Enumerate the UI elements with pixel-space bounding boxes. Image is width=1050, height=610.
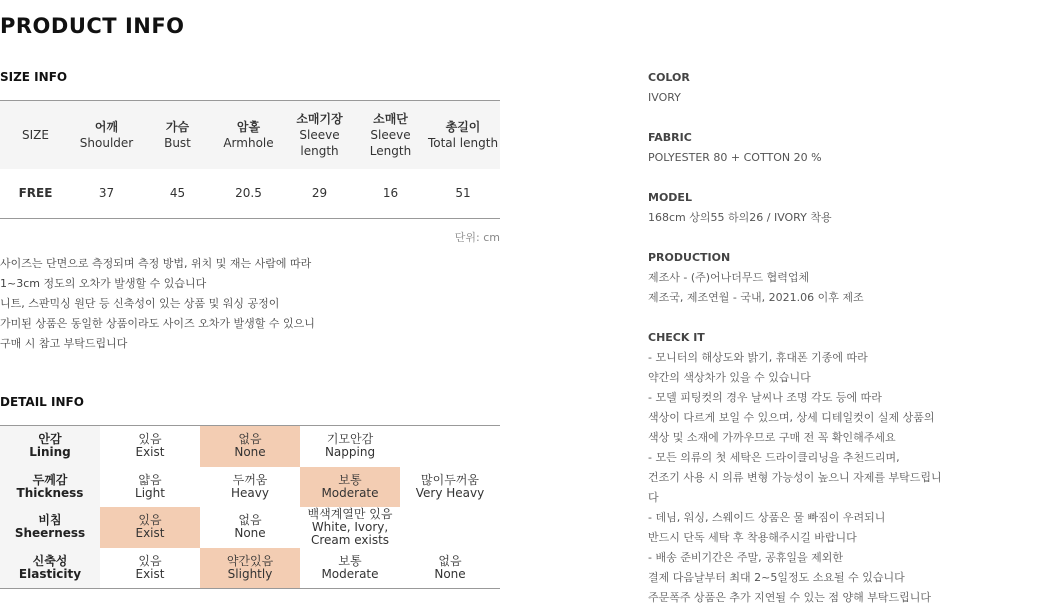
note-line: 사이즈는 단면으로 측정되며 측정 방법, 위치 및 재는 사람에 따라 xyxy=(0,257,312,270)
size-cell: 20.5 xyxy=(235,186,262,201)
detail-label-en: Elasticity xyxy=(18,566,82,581)
detail-label-en: Lining xyxy=(29,445,71,460)
check-line: 약간의 색상차가 있을 수 있습니다 xyxy=(648,371,811,384)
production-line: 제조국, 제조연월 - 국내, 2021.06 이후 제조 xyxy=(648,291,864,304)
detail-option-en: Slightly xyxy=(227,566,273,581)
product-info-panel xyxy=(648,68,1038,608)
size-notes xyxy=(0,254,315,354)
detail-label-ko: 안감 xyxy=(38,432,62,447)
check-line: 색상 및 소재에 가까우므로 구매 전 꼭 확인해주세요 xyxy=(648,431,896,444)
detail-label-en: Thickness xyxy=(16,485,84,500)
size-cell: 45 xyxy=(169,186,186,201)
detail-option-ko: 있음 xyxy=(138,432,162,447)
size-table-header-row xyxy=(0,101,500,169)
model-label: MODEL xyxy=(648,191,692,204)
size-cell: 29 xyxy=(311,186,328,201)
detail-option-en: Napping xyxy=(324,445,376,460)
detail-option-ko: 기모안감 xyxy=(326,432,374,447)
detail-option-selected xyxy=(200,548,300,589)
detail-option xyxy=(400,548,500,589)
detail-option-ko: 없음 xyxy=(438,553,462,568)
detail-row-label xyxy=(0,426,100,467)
detail-option-ko: 있음 xyxy=(138,513,162,528)
detail-label-ko: 비침 xyxy=(38,513,62,528)
detail-option-selected xyxy=(300,467,400,508)
detail-row-label xyxy=(0,467,100,508)
size-header-armhole: 암홀 Armhole xyxy=(223,119,274,150)
detail-table xyxy=(0,425,500,589)
detail-option-en: None xyxy=(234,445,266,460)
detail-option xyxy=(100,426,200,467)
production-label: PRODUCTION xyxy=(648,251,731,264)
table-row xyxy=(0,507,500,548)
detail-option-en: Exist xyxy=(135,566,165,581)
note-line: 가미된 상품은 동일한 상품이라도 사이즈 오차가 발생할 수 있으니 xyxy=(0,317,315,330)
detail-row-label xyxy=(0,548,100,589)
size-header-size: SIZE xyxy=(22,127,49,142)
size-header-shoulder: 어깨 Shoulder xyxy=(79,119,134,150)
detail-option-en: Very Heavy xyxy=(415,485,485,500)
detail-option-en: Exist xyxy=(135,445,165,460)
detail-option-ko: 있음 xyxy=(138,553,162,568)
detail-option-en: Moderate xyxy=(321,485,379,500)
size-header-bust: 가슴 Bust xyxy=(164,119,191,150)
page-title: PRODUCT INFO xyxy=(0,14,185,38)
production-line: 제조사 - (주)어나더무드 협력업체 xyxy=(648,271,810,284)
detail-option xyxy=(400,467,500,508)
note-line: 1~3cm 정도의 오차가 발생할 수 있습니다 xyxy=(0,277,207,290)
detail-option-ko: 두꺼움 xyxy=(232,472,268,487)
fabric-value: POLYESTER 80 + COTTON 20 % xyxy=(648,151,822,164)
table-row xyxy=(0,426,500,467)
size-cell: 16 xyxy=(382,186,399,201)
detail-option-ko: 백색계열만 있음 xyxy=(307,506,393,521)
note-line: 구매 시 참고 부탁드립니다 xyxy=(0,337,128,350)
detail-option-en: None xyxy=(434,566,466,581)
size-cell: 37 xyxy=(98,186,115,201)
size-cell: FREE xyxy=(18,186,53,201)
detail-option-en: Heavy xyxy=(231,485,269,500)
detail-option xyxy=(100,467,200,508)
check-line: - 모든 의류의 첫 세탁은 드라이클리닝을 추천드리며, xyxy=(648,451,900,464)
detail-option xyxy=(300,548,400,589)
detail-option xyxy=(100,548,200,589)
model-value: 168cm 상의55 하의26 / IVORY 착용 xyxy=(648,211,832,224)
detail-option xyxy=(300,426,400,467)
check-line: 건조기 사용 시 의류 변형 가능성이 높으니 자제를 부탁드립니 xyxy=(648,471,942,484)
size-header-sleeve-length: 소매기장 Sleeve length xyxy=(296,111,343,158)
size-cell: 51 xyxy=(455,186,471,201)
detail-option-en: Exist xyxy=(135,526,165,541)
check-line: - 배송 준비기간은 주말, 공휴일을 제외한 xyxy=(648,551,843,564)
check-line: 주문폭주 상품은 추가 지연될 수 있는 점 양해 부탁드립니다 xyxy=(648,591,931,604)
check-line: - 모니터의 해상도와 밝기, 휴대폰 기종에 따라 xyxy=(648,351,868,364)
detail-label-ko: 신축성 xyxy=(32,553,68,568)
detail-option-ko: 얇음 xyxy=(138,472,162,487)
detail-option-en: Light xyxy=(135,485,165,500)
detail-option-selected xyxy=(100,507,200,548)
color-value: IVORY xyxy=(648,91,681,104)
check-label: CHECK IT xyxy=(648,331,705,344)
detail-option-selected xyxy=(200,426,300,467)
detail-option xyxy=(400,507,500,548)
detail-label-en: Sheerness xyxy=(14,526,86,541)
detail-label-ko: 두께감 xyxy=(32,472,68,487)
size-info-title: SIZE INFO xyxy=(0,70,68,84)
color-label: COLOR xyxy=(648,71,690,84)
note-line: 니트, 스판믹싱 원단 등 신축성이 있는 상품 및 워싱 공정이 xyxy=(0,297,280,310)
detail-option xyxy=(200,467,300,508)
unit-note: 단위: cm xyxy=(454,231,500,244)
detail-option xyxy=(400,426,500,467)
check-line: 결제 다음날부터 최대 2~5일정도 소요될 수 있습니다 xyxy=(648,571,905,584)
detail-row-label xyxy=(0,507,100,548)
detail-option-ko: 보통 xyxy=(338,472,362,487)
check-line: 반드시 단독 세탁 후 착용해주시길 바랍니다 xyxy=(648,531,857,544)
detail-option-ko: 없음 xyxy=(238,513,262,528)
detail-option-ko: 보통 xyxy=(338,553,362,568)
detail-option-ko: 약간있음 xyxy=(226,553,274,568)
detail-option-ko: 많이두꺼움 xyxy=(421,472,479,487)
detail-option-en: Moderate xyxy=(321,566,379,581)
detail-option-en: None xyxy=(234,526,266,541)
table-row xyxy=(0,169,500,219)
size-header-sleeve-hem: 소매단 Sleeve Length xyxy=(369,111,412,158)
check-line: 다 xyxy=(648,491,659,504)
detail-info-title: DETAIL INFO xyxy=(0,395,84,409)
table-row xyxy=(0,548,500,589)
size-table xyxy=(0,100,500,219)
detail-option xyxy=(200,507,300,548)
check-line: 색상이 다르게 보일 수 있으며, 상세 디테일컷이 실제 상품의 xyxy=(648,411,935,424)
detail-option xyxy=(300,507,400,548)
fabric-label: FABRIC xyxy=(648,131,692,144)
detail-option-ko: 없음 xyxy=(238,432,262,447)
size-header-total-length: 총길이 Total length xyxy=(427,119,499,150)
check-line: - 데님, 워싱, 스웨이드 상품은 물 빠짐이 우려되니 xyxy=(648,511,886,524)
check-line: - 모델 피팅컷의 경우 날씨나 조명 각도 등에 따라 xyxy=(648,391,882,404)
detail-option-en: White, Ivory, Cream exists xyxy=(310,519,390,547)
table-row xyxy=(0,467,500,508)
